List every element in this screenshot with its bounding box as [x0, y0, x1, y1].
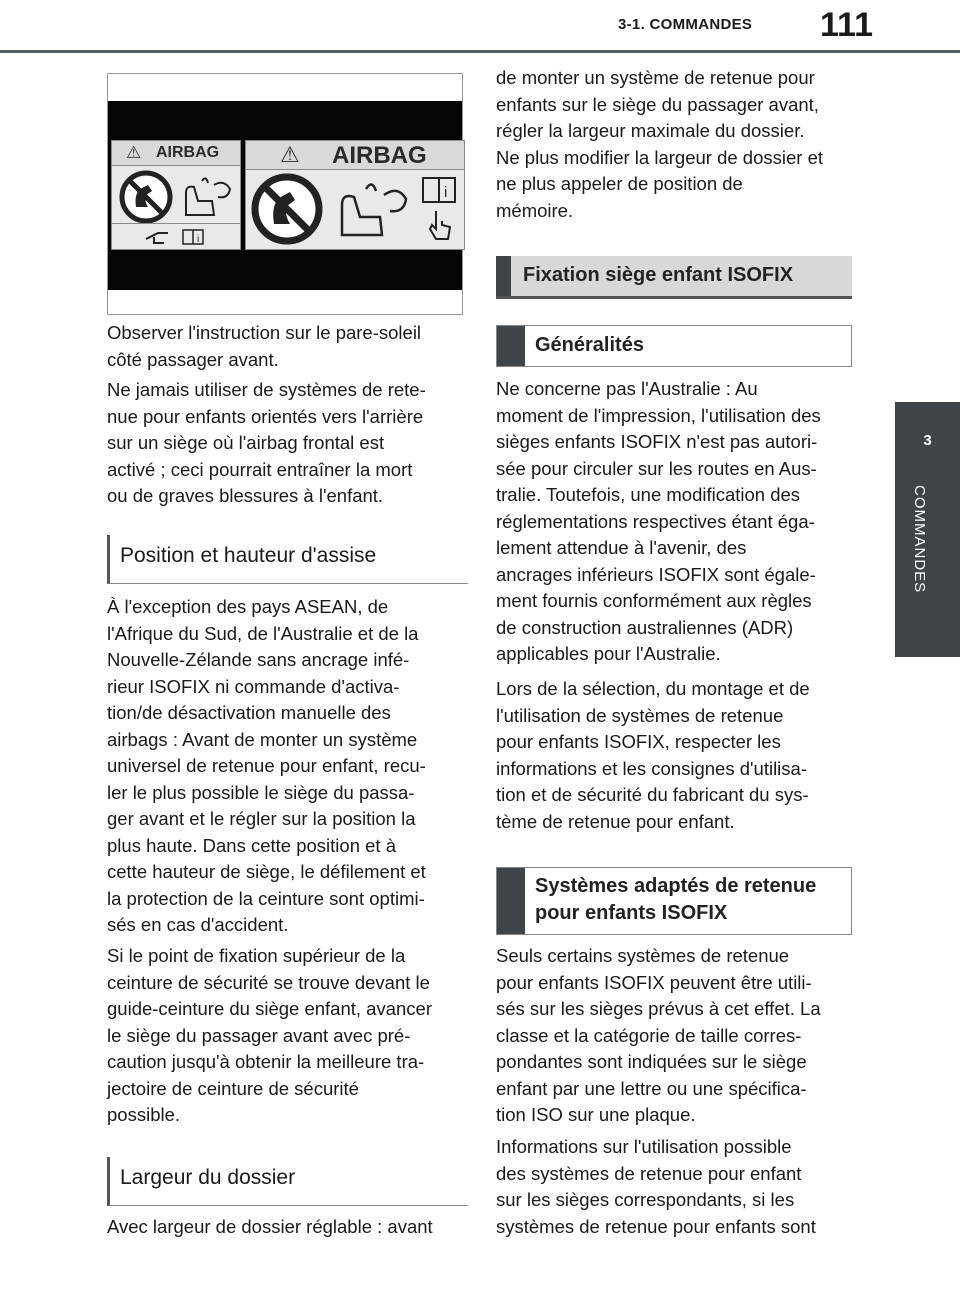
- manual-info-icon: [182, 229, 204, 245]
- chapter-number: 3: [923, 432, 932, 449]
- no-rear-facing-child-seat-icon: [118, 169, 174, 225]
- warning-triangle-icon: ⚠: [126, 143, 142, 162]
- airbag-label-large: [245, 140, 465, 250]
- subsection-heading-general: Généralités: [496, 325, 852, 367]
- paragraph-sun-visor: Observer l'instruction sur le pare-soleil côté passager avant.: [107, 322, 422, 370]
- paragraph-belt-anchor: Si le point de fixation supérieur de la ceinture de sécurité se trouve devant le guide-ceinture du siège enfant, avancer le siège du passager avant avec pré- caution jusqu'à obtenir la meilleure tra- jectoire de ceinture de sécurité possible.: [107, 945, 432, 1125]
- running-header-section: 3-1. COMMANDES: [618, 16, 753, 33]
- warning-triangle-icon: ⚠: [280, 142, 300, 167]
- airbag-label-large-text: AIRBAG: [332, 142, 427, 169]
- paragraph-backrest-width: Avec largeur de dossier réglable : avant: [107, 1216, 433, 1237]
- svg-text:i: i: [197, 234, 200, 245]
- paragraph-isofix-seats: Seuls certains systèmes de retenue pour enfants ISOFIX peuvent être utili- sés sur les sièges prévus à cet effet. La classe et la catégorie de taille corres- pondantes sont indiquées sur le siège enfant par une lettre ou une spécifica- tion ISO sur une plaque.: [496, 945, 821, 1125]
- paragraph-australia: Ne concerne pas l'Australie : Au moment de l'impression, l'utilisation des sièges enfants ISOFIX n'est pas autori- sée pour circuler sur les routes en Aus- tralie. Toutefois, une modification des réglementations respectives étant éga- lement attendue à l'avenir, des ancrages inférieurs ISOFIX sont égale- ment fournis conformément aux règles de construction australiennes (ADR) applicables pour l'Australie.: [496, 378, 821, 664]
- section-heading-backrest-width: Largeur du dossier: [107, 1157, 468, 1206]
- page-number: 111: [820, 6, 873, 44]
- pointing-hand-icon: [144, 229, 170, 245]
- paragraph-isofix-selection: Lors de la sélection, du montage et de l'utilisation de systèmes de retenue pour enfants ISOFIX, respecter les informations et les consignes d'utilisa- tion et de sécurité du fabricant du sys- tème de retenue pour enfant.: [496, 678, 810, 832]
- paragraph-backrest-continued: de monter un système de retenue pour enfants sur le siège du passager avant, régler la largeur maximale du dossier. Ne plus modifier la largeur de dossier et ne plus appeler de position de mémoire.: [496, 67, 823, 221]
- manual-info-icon: [422, 177, 456, 203]
- airbag-label-small-text: AIRBAG: [156, 144, 220, 161]
- airbag-deploy-icon: [332, 175, 412, 241]
- pointing-hand-icon: [428, 209, 452, 243]
- airbag-deploy-icon: [178, 171, 234, 221]
- paragraph-seat-position: À l'exception des pays ASEAN, de l'Afrique du Sud, de l'Australie et de la Nouvelle-Zélande sans ancrage infé- rieur ISOFIX ni commande d'activa- tion/de désactivation manuelle des airbags : Avant de monter un système universel de retenue pour enfant, recu- ler le plus possible le siège du passa- ger avant et le régler sur la position la plus haute. Dans cette position et à cette hauteur de siège, le défilement et la protection de la ceinture sont optimi- sés en cas d'accident.: [107, 596, 426, 935]
- paragraph-rear-facing-warning: Ne jamais utiliser de systèmes de rete- nue pour enfants orientés vers l'arrière sur un siège où l'airbag frontal est activé ; ceci pourrait entraîner la mort ou de graves blessures à l'enfant.: [107, 379, 426, 506]
- airbag-label-small: [111, 140, 241, 250]
- paragraph-usage-info: Informations sur l'utilisation possible des systèmes de retenue pour enfant sur les sièges correspondants, si les systèmes de retenue pour enfants sont: [496, 1136, 816, 1237]
- chapter-label: COMMANDES: [911, 485, 928, 594]
- no-rear-facing-child-seat-icon: [250, 172, 324, 246]
- airbag-warning-figure: [107, 73, 463, 315]
- section-heading-seat-position: Position et hauteur d'assise: [107, 535, 468, 584]
- subsection-heading-suitable-isofix: Systèmes adaptés de retenue pour enfants ISOFIX: [496, 867, 852, 935]
- svg-text:i: i: [444, 184, 448, 201]
- section-banner-isofix: Fixation siège enfant ISOFIX: [496, 256, 852, 299]
- header-rule: [0, 50, 960, 53]
